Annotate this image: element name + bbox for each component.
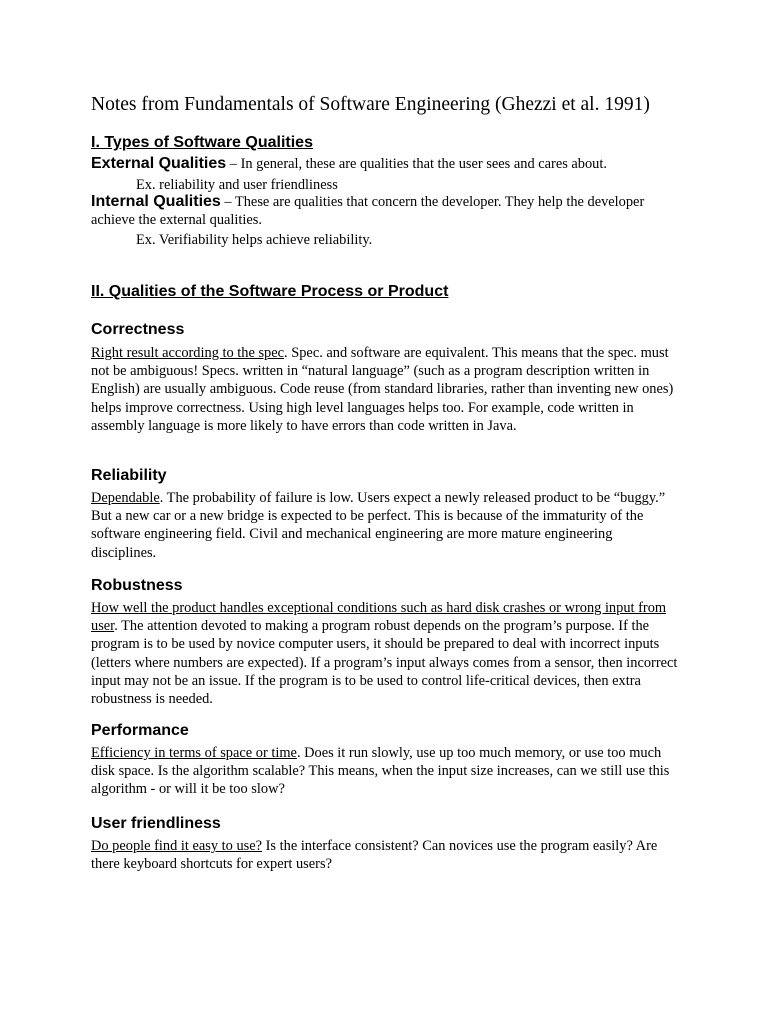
correctness-definition: Right result according to the spec <box>91 345 285 361</box>
internal-qualities-paragraph <box>91 193 681 229</box>
section-heading-qualities: II. Qualities of the Software Process or Product <box>91 283 449 300</box>
document-title: Notes from Fundamentals of Software Engineering (Ghezzi et al. 1991) <box>91 94 650 115</box>
performance-paragraph <box>91 744 681 799</box>
external-qualities-text: – In general, these are qualities that the user sees and cares about. <box>226 156 607 172</box>
reliability-definition: Dependable <box>91 490 160 506</box>
reliability-heading: Reliability <box>91 467 167 484</box>
external-qualities-paragraph <box>91 155 681 173</box>
robustness-definition: How well the product handles exceptional conditions such as hard disk crashes or wrong input from user <box>91 600 667 635</box>
user-friendliness-heading: User friendliness <box>91 815 221 832</box>
external-qualities-term: External Qualities <box>91 155 227 172</box>
robustness-text: . The attention devoted to making a program robust depends on the program’s purpose. If the program is to be used by novice computer users, it should be prepared to deal with incorrect inputs (letters where numbers are expected). If a program’s input always comes from a sensor, then incorrect input may not be an issue. If the program is to be used to control life-critical devices, then extra robustness is needed. <box>91 618 678 708</box>
robustness-heading: Robustness <box>91 577 183 594</box>
reliability-paragraph <box>91 489 681 562</box>
correctness-paragraph <box>91 344 681 435</box>
performance-definition: Efficiency in terms of space or time <box>91 745 297 761</box>
internal-qualities-example: Ex. Verifiability helps achieve reliability. <box>136 232 373 248</box>
robustness-paragraph <box>91 599 681 708</box>
correctness-text: . Spec. and software are equivalent. This means that the spec. must not be ambiguous! Specs. written in “natural language” (such as a program description written in English) are usually ambiguous. Code reuse (from standard libraries, rather than inventing new ones) helps improve correctness. Using high level languages helps too. For example, code written in assembly language is more likely to have errors than code written in Java. <box>91 345 674 434</box>
reliability-text: . The probability of failure is low. Users expect a newly released product to be “buggy.” But a new car or a new bridge is expected to be perfect. This is because of the immaturity of the software engineering field. Civil and mechanical engineering are more mature engineering disciplines. <box>91 490 666 561</box>
correctness-heading: Correctness <box>91 321 185 338</box>
user-friendliness-text: Is the interface consistent? Can novices use the program easily? Are there keyboard shortcuts for expert users? <box>91 838 658 873</box>
external-qualities-example: Ex. reliability and user friendliness <box>136 177 338 193</box>
internal-qualities-term: Internal Qualities <box>91 193 221 210</box>
performance-text: . Does it run slowly, use up too much memory, or use too much disk space. Is the algorithm scalable? This means, when the input size increases, can we still use this algorithm - or will it be too slow? <box>91 745 670 798</box>
internal-qualities-text: – These are qualities that concern the developer. They help the developer achieve the external qualities. <box>91 194 645 229</box>
performance-heading: Performance <box>91 722 189 739</box>
user-friendliness-paragraph <box>91 837 681 873</box>
section-heading-types: I. Types of Software Qualities <box>91 134 313 151</box>
user-friendliness-definition: Do people find it easy to use? <box>91 838 263 854</box>
